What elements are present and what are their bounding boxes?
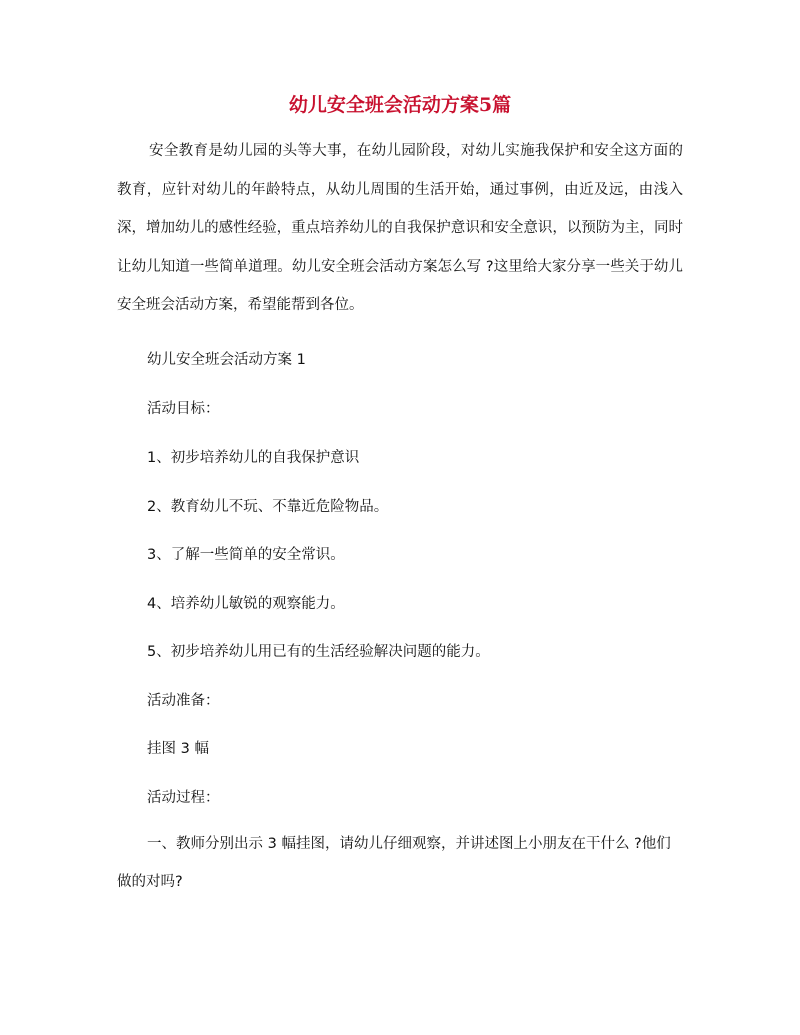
goal-item: 3、了解一些简单的安全常识。 [147,547,345,563]
prep-item: 挂图 3 幅 [147,741,209,757]
goal-item: 1、初步培养幼儿的自我保护意识 [147,450,360,466]
goals-heading: 活动目标： [147,401,220,417]
process-heading: 活动过程： [147,790,220,806]
process-step: 一、教师分别出示 3 幅挂图，请幼儿仔细观察，并讲述图上小朋友在干什么 ?他们做的对吗? [117,836,671,890]
goal-item: 2、教育幼儿不玩、不靠近危险物品。 [147,499,389,515]
section-heading: 幼儿安全班会活动方案 1 [147,352,306,368]
goal-item: 5、初步培养幼儿用已有的生活经验解决问题的能力。 [147,644,490,660]
prep-heading: 活动准备： [147,693,220,709]
document-title: 幼儿安全班会活动方案5篇 [288,94,512,116]
goal-item: 4、培养幼儿敏锐的观察能力。 [147,596,345,612]
intro-paragraph: 安全教育是幼儿园的头等大事，在幼儿园阶段，对幼儿实施我保护和安全这方面的教育，应针对幼儿的年龄特点，从幼儿周围的生活开始，通过事例，由近及远，由浅入深，增加幼儿的感性经验，重点培养幼儿的自我保护意识和安全意识，以预防为主，同时让幼儿知道一些简单道理。幼儿安全班会活动方案怎么写 ?这里给大家分享一些关于幼儿安全班会活动方案，希望能帮到各位。 [117,143,683,314]
